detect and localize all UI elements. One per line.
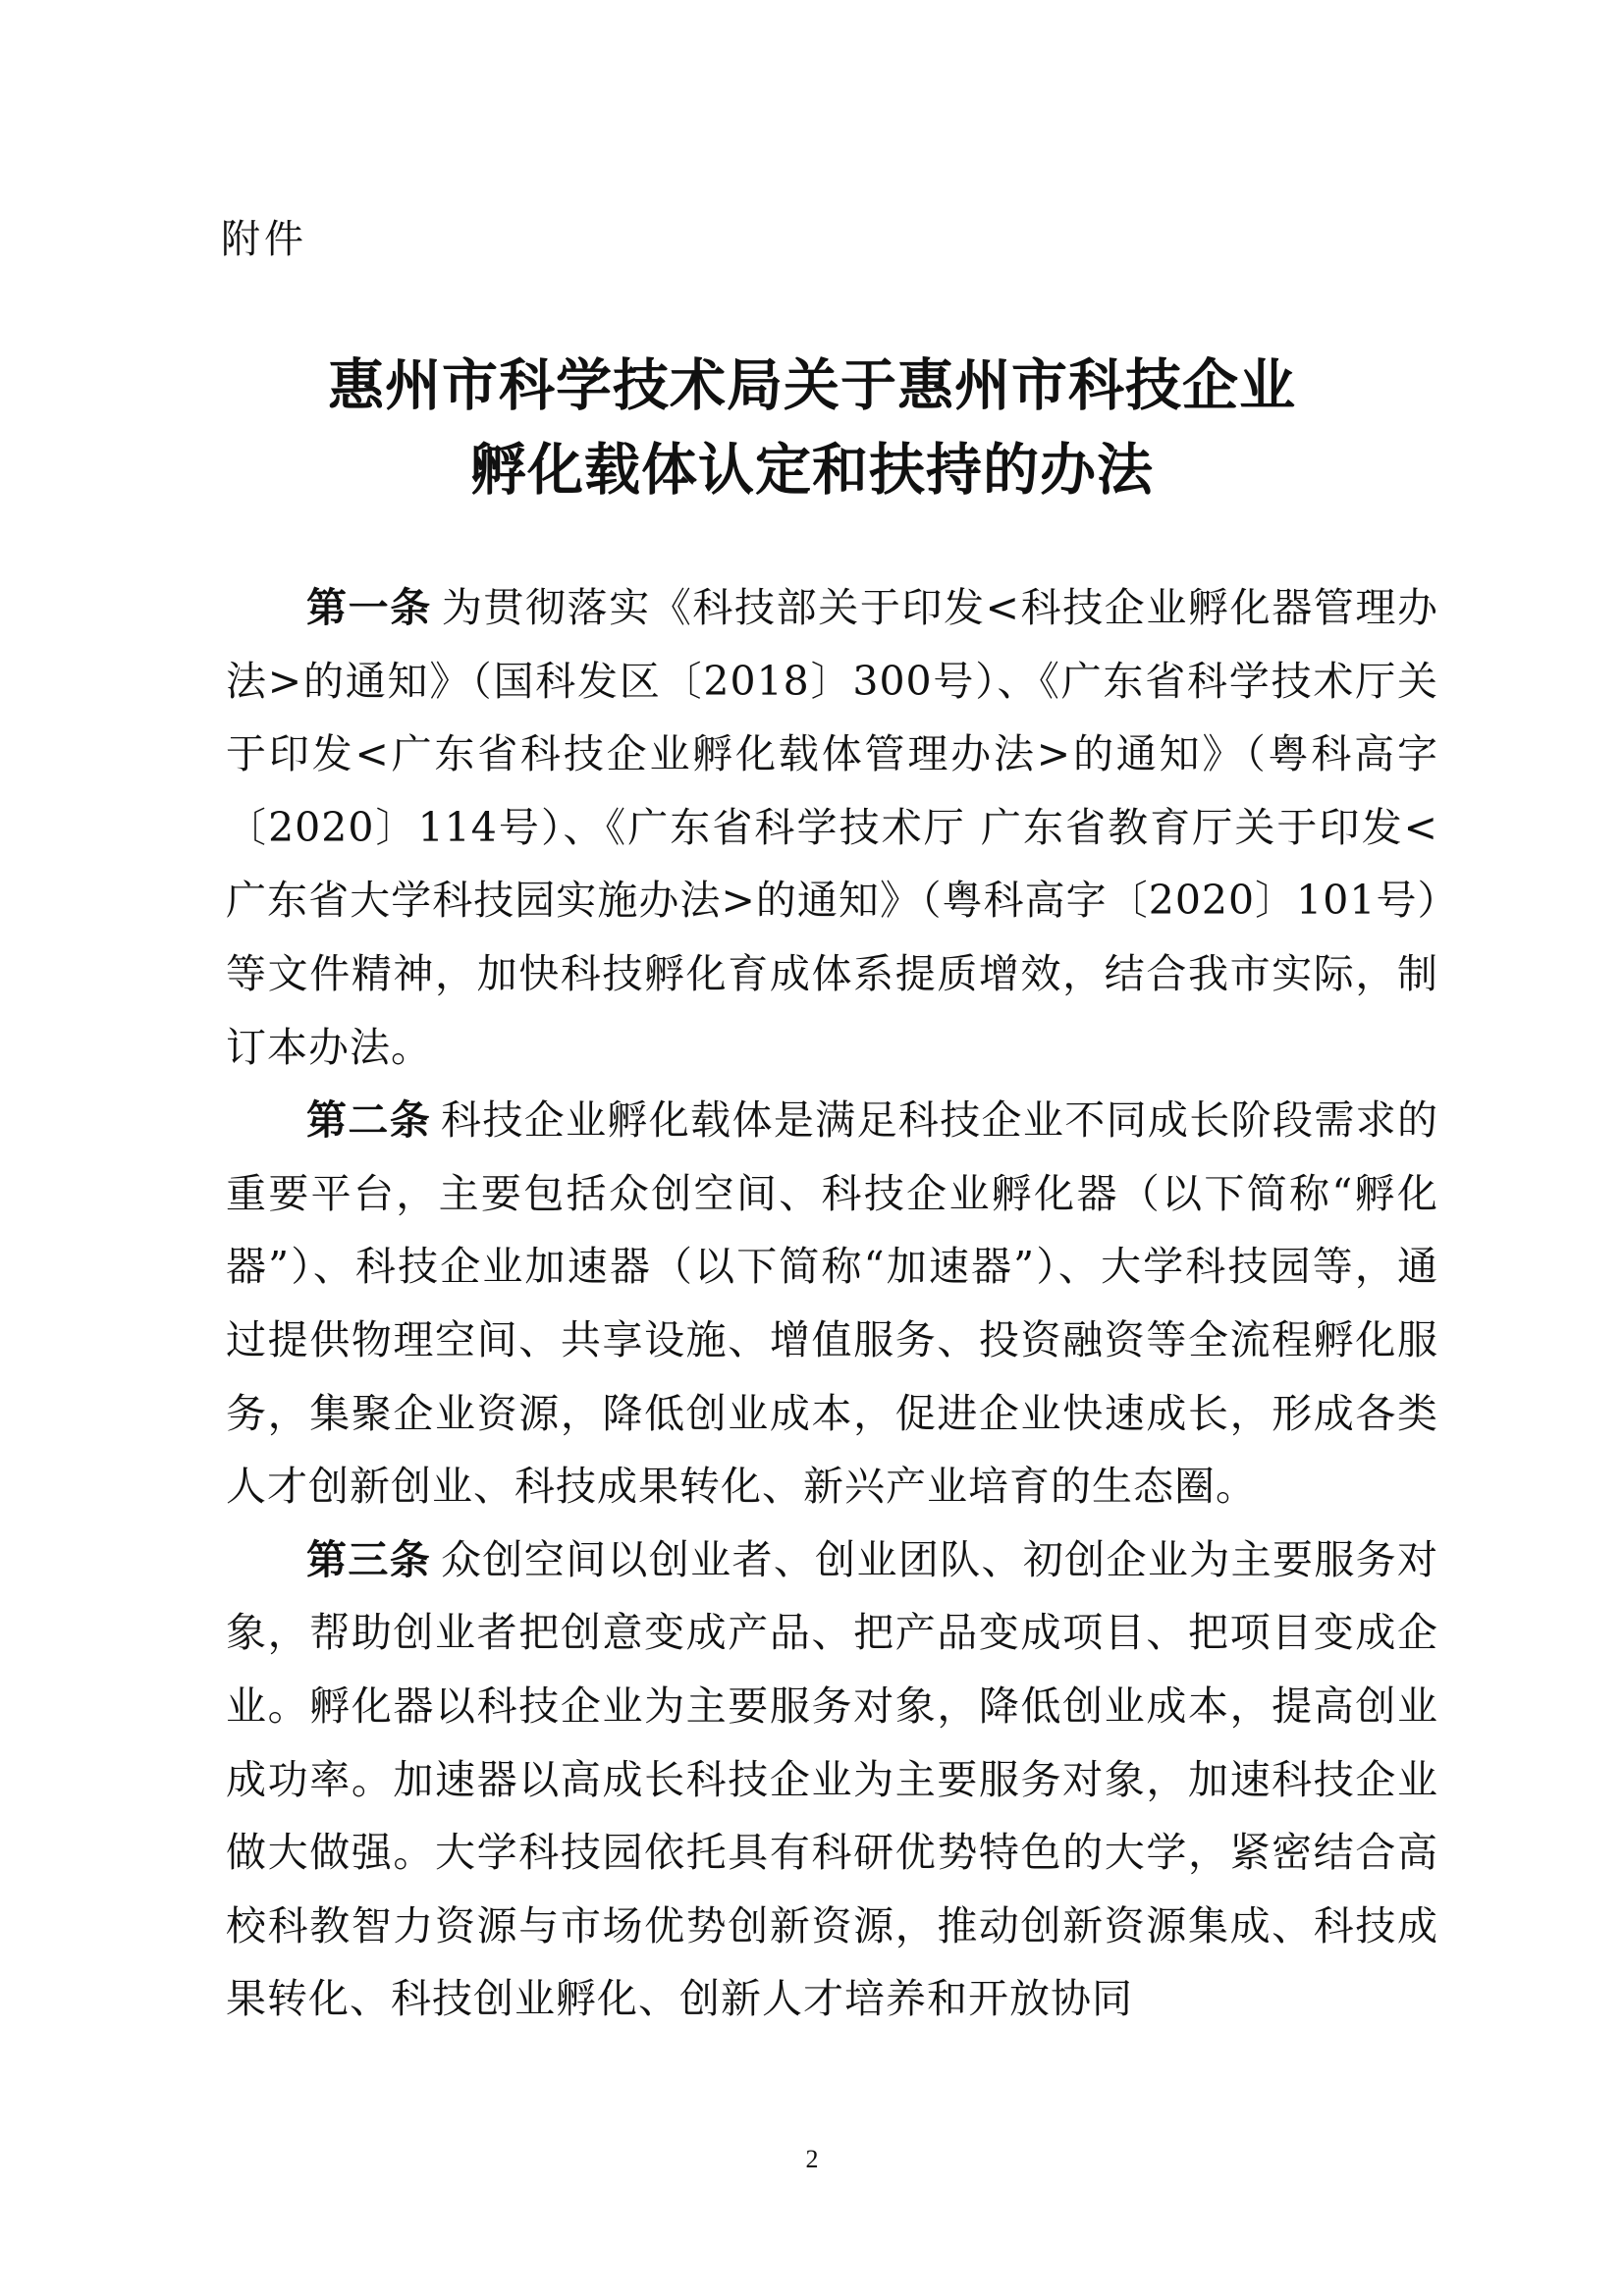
document-body bbox=[226, 571, 1438, 2036]
article-2-text: 科技企业孵化载体是满足科技企业不同成长阶段需求的重要平台，主要包括众创空间、科技企业孵化器（以下简称“孵化器”）、科技企业加速器（以下简称“加速器”）、大学科技园等，通过提供物理空间、共享设施、增值服务、投资融资等全流程孵化服务，集聚企业资源，降低创业成本，促进企业快速成长，形成各类人才创新创业、科技成果转化、新兴产业培育的生态圈。 bbox=[226, 1096, 1439, 1511]
document-title-line-1: 惠州市科学技术局关于惠州市科技企业 bbox=[328, 353, 1296, 418]
article-1-heading: 第一条 bbox=[306, 584, 432, 631]
article-1-text: 为贯彻落实《科技部关于印发<科技企业孵化器管理办法>的通知》（国科发区〔2018〕300号）、《广东省科学技术厅关于印发<广东省科技企业孵化载体管理办法>的通知》（粤科高字〔2020〕114号）、《广东省科学技术厅 广东省教育厅关于印发<广东省大学科技园实施办法>的通知》（粤科高字〔2020〕101号）等文件精神，加快科技孵化育成体系提质增效，结合我市实际，制订本办法。 bbox=[226, 584, 1438, 1071]
article-2-heading: 第二条 bbox=[306, 1096, 432, 1145]
article-3-heading: 第三条 bbox=[306, 1535, 432, 1583]
article-1 bbox=[226, 571, 1438, 1084]
article-3-text: 众创空间以创业者、创业团队、初创企业为主要服务对象，帮助创业者把创意变成产品、把产品变成项目、把项目变成企业。孵化器以科技企业为主要服务对象，降低创业成本，提高创业成功率。加速器以高成长科技企业为主要服务对象，加速科技企业做大做强。大学科技园依托具有科研优势特色的大学，紧密结合高校科教智力资源与市场优势创新资源，推动创新资源集成、科技成果转化、科技创业孵化、创新人才培养和开放协同 bbox=[226, 1535, 1439, 2023]
page-number: 2 bbox=[805, 2145, 819, 2173]
document-title-line-2: 孵化载体认定和扶持的办法 bbox=[470, 438, 1154, 503]
article-3 bbox=[226, 1523, 1438, 2036]
attachment-label: 附件 bbox=[221, 217, 307, 262]
article-2 bbox=[226, 1084, 1438, 1523]
document-title bbox=[196, 344, 1428, 512]
